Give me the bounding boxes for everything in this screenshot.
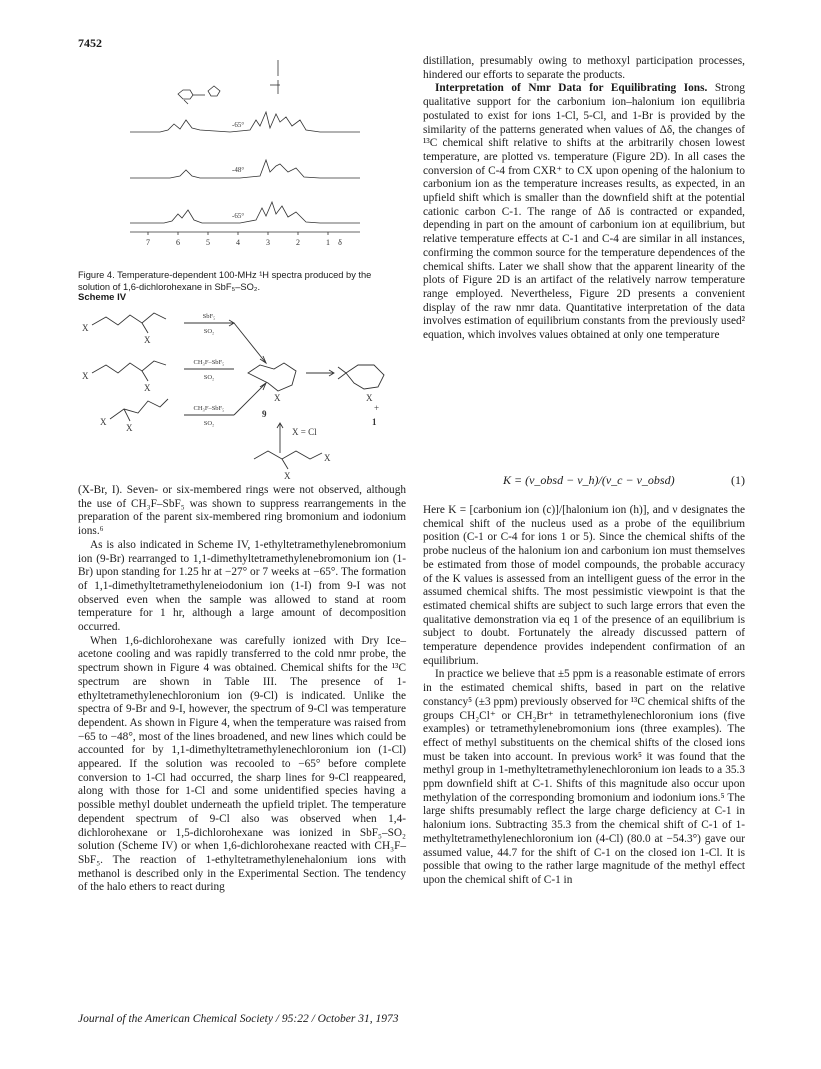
right-paragraph: Here K = [carbonium ion (c)]/[halonium ion (h)], and ν designates the chemical shift of the nucleus used as a probe of the equilibrium position (C-1 or C-4 for ions 1 or 5). Since the chemical shifts of the probe nucleus of the halonium ion and carbonium ion must themselves be estimated from those of model compounds, the probable accuracy of the K values is assessed from an intelligent guess of the error in the assumed chemical shifts. The most pessimistic viewpoint is that the estimated chemical shifts are subject to such large errors that even the qualitative demonstration via eq 1 of the presence of an equilibrium is subject to doubt. Fortunately the already discussed pattern of temperature dependence provides independent confirmation of an equilibrium. [423, 504, 745, 667]
section-heading: Interpretation of Nmr Data for Equilibrating Ions. [435, 82, 708, 95]
arrow-1-converge [234, 323, 266, 363]
journal-footer: Journal of the American Chemical Society / 95:22 / October 31, 1973 [78, 1013, 399, 1025]
reagent-1-bottom: SO₂ [203, 328, 215, 335]
reagent-2-bottom: SO₂ [203, 374, 215, 381]
ring-9 [248, 363, 296, 391]
figure-caption: Figure 4. Temperature-dependent 100-MHz ¹H spectra produced by the solution of 1,6-dichlorohexane in SbF₅–SO₂. [78, 270, 372, 292]
axis-tick-1: 1 [326, 238, 330, 247]
chain-3 [110, 399, 168, 419]
ppm-axis-ticks [148, 232, 328, 235]
axis-tick-4: 4 [236, 238, 240, 247]
nmr-spectra-figure [120, 60, 380, 265]
structure-inset [178, 60, 280, 104]
chain-4 [254, 451, 322, 459]
plus-charge: + [374, 403, 380, 413]
spectrum-trace-top [130, 112, 360, 132]
chain-1 [92, 313, 166, 325]
x-label-1a: X [82, 323, 89, 333]
right-column-text-bottom [423, 504, 745, 888]
x-label-3a: X [100, 417, 107, 427]
right-paragraph-body: Strong qualitative support for the carbonium ion–halonium ion equilibria postulated to exist for ions 1-Cl, 5-Cl, and 1-Br is provided by the similarity of the patterns generated when values of Δδ, the changes of ¹³C chemical shift relative to shifts at the arbitrarily chosen lowest temperature, are plotted vs. temperature (Figure 2D). In all cases the conversion of C-4 from CXR⁺ to CX upon opening of the halonium to carbonium ion as the temperature increases results, as expected, in an upfield shift which is smaller than the downfield shift at the potential cationic carbon C-1. The range of Δδ is contracted or expanded, depending in part on the amount of carbonium ion at equilibrium, but relative temperature effects at C-1 and C-4 are similar in all instances, confirming the common source for the temperature dependences of the chemical shifts. Later we shall show that the apparent linearity of the plots of Figure 2D is an artifact of the relatively narrow temperature range employed. Nevertheless, Figure 2D presents a convenient display of the raw nmr data. Quantitative interpretation of the data involves estimation of equilibrium constants from the previously used² equation, which involves values obtained at only one temperature [423, 82, 745, 342]
right-paragraph: distillation, presumably owing to methoxyl participation processes, hindered our efforts to separate the products. [423, 55, 745, 81]
equation-body: K = (ν_obsd − ν_h)/(ν_c − ν_obsd) [503, 473, 675, 487]
axis-unit-delta: δ [338, 238, 342, 247]
left-paragraph: When 1,6-dichlorohexane was carefully ionized with Dry Ice–acetone cooling and was rapidly transferred to the cold nmr probe, the spectrum shown in Figure 4 was obtained. Chemical shifts for the ¹³C spectrum are shown in Table III. The presence of 1-ethyltetramethylenechloronium ion (9-Cl) is indicated. Unlike the spectra of 9-Br and 9-I, however, the spectrum of 9-Cl was temperature dependent. As shown in Figure 4, when the temperature was raised from −65 to −48°, most of the lines broadened, and new lines which could be accounted for by 1,1-dimethyltetramethylenechloronium ion (1-Cl) appeared. If the solution was recooled to −65° before complete conversion to 1-Cl had occurred, the sharp lines for 9-Cl reappeared, along with those for 1-Cl and some unidentified species having a possible methyl doublet underneath the upfield triplet. The temperature dependent spectrum of 9-Cl also was observed when 1,4-dichlorohexane or 1,5-dichlorohexane was ionized in SbF₅–SO₂ solution (Scheme IV) or when 1,6-dichlorohexane reacted with CH₃F–SbF₅. The reaction of 1-ethyltetramethylenehalonium ions with methanol is described only in the Experimental Section. The tendency of the halo ethers to react during [78, 634, 406, 894]
x-label-ring9: X [274, 393, 281, 403]
right-column-text-top [423, 55, 745, 343]
axis-tick-2: 2 [296, 238, 300, 247]
chain-2 [92, 361, 166, 373]
spectrum-trace-bottom [130, 202, 360, 223]
axis-tick-5: 5 [206, 238, 210, 247]
right-paragraph: In practice we believe that ±5 ppm is a reasonable estimate of errors in the estimated chemical shifts, based in part on the relative constancy⁵ (±3 ppm) previously observed for ¹³C chemical shifts of the groups CH₂Cl⁺ or CH₂Br⁺ in tetramethylenechloronium ions (five examples) or tetramethylenebromonium ions (three examples). The effect of methyl substituents on the chemical shifts of the closed ions must be taken into account. In previous work⁵ it was found that the methyl group in 1-methyltetramethylenechloronium ion leads to a 35.3 ppm downfield shift at C-1. Shifts of this magnitude also occur upon methylation of the corresponding bromonium and iodonium ions.⁵ The large shifts presumably reflect the large charge deficiency at C-1 in halonium ions. Subtracting 35.3 from the chemical shift of C-1 of 1-methyltetramethylenechloronium ion (4-Cl) (80.0 at −54.3°) gave our assumed value, 44.7 for the shift of C-1 on the closed ion 1-Cl. It is possible that owing to the rather large magnitude of the methyl effect upon the chemical shift of C-1 in [423, 668, 745, 886]
axis-tick-3: 3 [266, 238, 270, 247]
compound-1-label: 1 [372, 417, 377, 427]
left-paragraph: (X-Br, I). Seven- or six-membered rings were not observed, although the use of CH₃F–SbF₅ was shown to suppress rearrangements in the preparation of the parent six-membered ring bromonium and iodonium ions.⁶ [78, 484, 406, 538]
equation-1 [423, 469, 745, 493]
compound-9-label: 9 [262, 409, 267, 419]
page-number: 7452 [78, 36, 102, 50]
temp-label-3: -65° [232, 212, 245, 220]
left-column-text [78, 484, 406, 895]
scheme-iv-diagram [78, 303, 408, 483]
axis-tick-7: 7 [146, 238, 150, 247]
reagent-3-top: CH₃F–SbF₅ [193, 405, 225, 412]
reagent-1-top: SbF₅ [202, 313, 216, 320]
equation-number: (1) [731, 473, 745, 487]
x-label-1b: X [144, 335, 151, 345]
temp-label-1: -65° [232, 121, 245, 129]
scheme-title: Scheme IV [78, 292, 127, 303]
reagent-3-bottom: SO₂ [203, 420, 215, 427]
x-label-2a: X [82, 371, 89, 381]
right-paragraph-with-heading [423, 82, 745, 342]
x-equals-cl: X = Cl [292, 427, 317, 437]
x-label-4a: X [324, 453, 331, 463]
x-label-ring1: X [366, 393, 373, 403]
temp-label-2: -48° [232, 166, 245, 174]
x-label-2b: X [144, 383, 151, 393]
axis-tick-6: 6 [176, 238, 180, 247]
ring-1 [346, 365, 384, 389]
spectrum-trace-middle [130, 160, 360, 178]
reagent-2-top: CH₃F–SbF₅ [193, 359, 225, 366]
x-label-3b: X [126, 423, 133, 433]
left-paragraph: As is also indicated in Scheme IV, 1-ethyltetramethylenebromonium ion (9-Br) rearranged to 1,1-dimethyltetramethylenebromonium ion (1-Br) upon standing for 1.25 hr at −27° or 7 weeks at −65°. The formation of 1,1-dimethyltetramethyleneiodonium ion (1-I) from 9-I was not observed even when the sample was allowed to stand at room temperature for 1 hr, although a large amount of decomposition occurred. [78, 538, 406, 634]
x-label-4b: X [284, 471, 291, 481]
